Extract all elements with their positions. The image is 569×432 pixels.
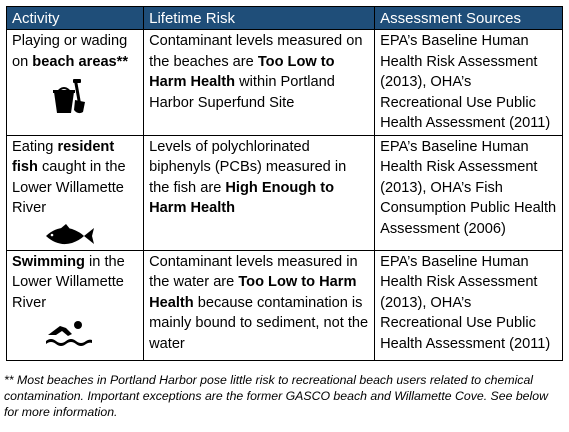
activity-cell [7,135,144,250]
lifetime-risk-cell [144,135,375,250]
table-row [7,250,563,360]
risk-text-post: within Portland Harbor Superfund Site [149,74,335,111]
risk-bold-text: Too Low to Harm Health [149,274,357,311]
fish-icon [12,223,132,249]
risk-text: Levels of polychlorinated biphenyls (PCBs) measured in the fish are [149,138,347,196]
risk-bold-text: Too Low to Harm Health [149,53,335,90]
activity-text: Eating [12,138,58,155]
activity-text: Playing or wading on [12,33,128,70]
header-activity: Activity [7,7,144,30]
table-header-row [7,7,563,30]
table-row [7,30,563,136]
risk-text: Contaminant levels measured in the water are [149,253,358,290]
activity-text-post: in the Lower Willamette River [12,253,125,311]
activity-text-post: caught in the Lower Willamette River [12,159,126,216]
risk-bold-text: High Enough to Harm Health [149,179,334,216]
sources-cell: EPA’s Baseline Human Health Risk Assessment (2013), OHA’s Recreational Use Public Health Assessment (2011) [375,30,563,136]
sources-cell: EPA’s Baseline Human Health Risk Assessment (2013), OHA’s Fish Consumption Public Health Assessment (2006) [375,135,563,250]
lifetime-risk-cell [144,250,375,360]
activity-cell [7,250,144,360]
beach-pail-shovel-icon [12,76,132,116]
swimmer-icon [12,317,132,347]
activity-bold-text: resident fish [12,138,115,175]
activity-bold-text: Swimming [12,253,85,270]
activity-bold-text: beach areas** [32,53,129,70]
footnote: ** Most beaches in Portland Harbor pose little risk to recreational beach users related to chemical contamination. Important exceptions are the former GASCO beach and Willamette Cove. See below for more information. [4,373,548,419]
lifetime-risk-cell [144,30,375,136]
header-lifetime-risk: Lifetime Risk [144,7,375,30]
activity-cell [7,30,144,136]
table-row [7,135,563,250]
risk-text: Contaminant levels measured on the beaches are [149,33,363,70]
header-assessment-sources: Assessment Sources [375,7,563,30]
sources-cell: EPA’s Baseline Human Health Risk Assessment (2013), OHA’s Recreational Use Public Health Assessment (2011) [375,250,563,360]
risk-table-container [6,6,563,361]
risk-text-post: because contamination is mainly bound to sediment, not the water [149,294,369,352]
risk-table [6,6,563,361]
